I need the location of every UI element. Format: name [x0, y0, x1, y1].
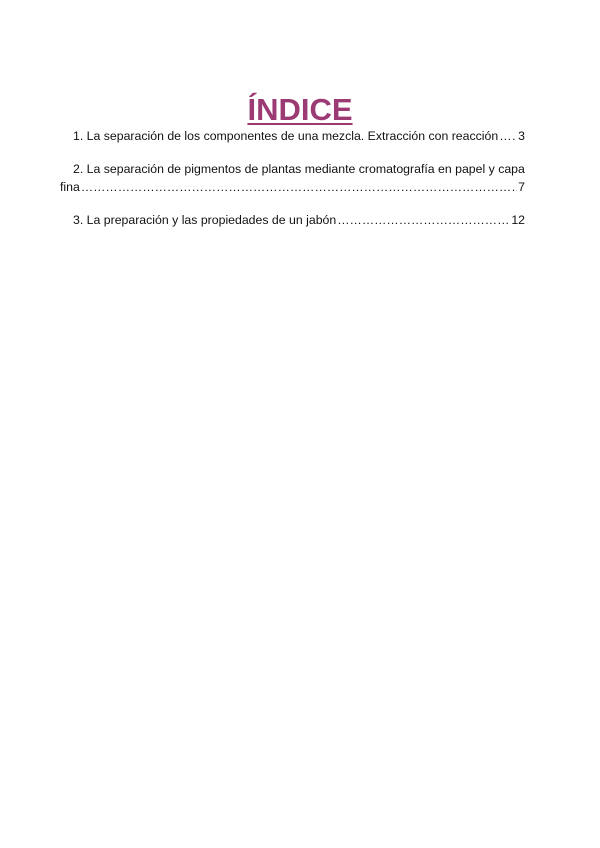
toc-entry-2-row: [60, 178, 525, 196]
toc-entry-2: [60, 160, 525, 196]
toc-entry-3-row: [73, 211, 525, 229]
toc-entry-3: [73, 211, 525, 229]
toc-entry-2-dot-leader: [81, 178, 517, 196]
toc-entry-1-title: 1. La separación de los componentes de una mezcla. Extracción con reacción: [73, 129, 499, 143]
toc-entry-2-title-line-1: 2. La separación de pigmentos de plantas mediante cromatografía en papel y capa: [73, 162, 525, 176]
toc-entry-1-dot-leader: [499, 127, 517, 145]
toc-entry-1-row: [73, 127, 525, 145]
page-title: ÍNDICE: [247, 91, 353, 127]
table-of-contents: [60, 127, 525, 229]
toc-entry-1-page-number: 3: [518, 129, 525, 143]
toc-entry-2-title-line-2: fina: [60, 180, 80, 194]
toc-entry-3-page-number: 12: [511, 213, 525, 227]
toc-entry-3-title: 3. La preparación y las propiedades de un jabón: [73, 213, 337, 227]
toc-entry-2-page-number: 7: [518, 180, 525, 194]
toc-entry-1: [73, 127, 525, 145]
toc-entry-3-dot-leader: [337, 211, 510, 229]
